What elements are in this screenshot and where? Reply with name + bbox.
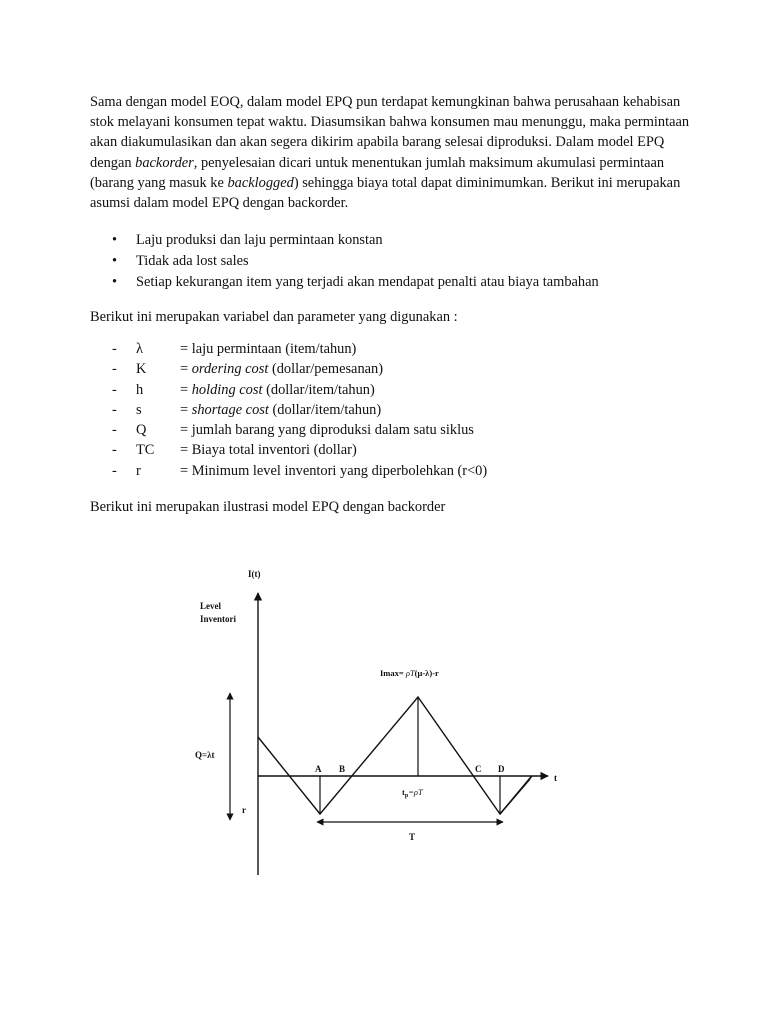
definition-text: = Minimum level inventori yang diperbolehkan (r<0) [180,462,488,479]
assumption-text: Tidak ada lost sales [136,253,249,269]
variable-symbol: TC [136,442,155,459]
definition-text: = Biaya total inventori (dollar) [180,442,357,459]
bullet-icon: • [112,274,118,290]
dash-marker: - [112,422,117,439]
point-a-label: A [315,764,322,774]
assumption-text: Setiap kekurangan item yang terjadi akan mendapat penalti atau biaya tambahan [136,274,599,290]
variable-row [90,440,690,460]
illustration-intro: Berikut ini merupakan ilustrasi model EPQ dengan backorder [90,499,446,515]
tp-base: t [402,787,405,797]
y-axis-label: I(t) [248,569,261,579]
dash-marker: - [112,401,117,418]
variable-row [90,339,690,359]
intro-paragraph [90,92,690,213]
backorder-term: backorder [135,154,194,171]
variable-symbol: h [136,381,144,398]
intro-text-before: Sama dengan model EOQ, dalam model EPQ pun terdapat kemungkinan bahwa perusahaan kehabisan stok melayani konsumen tepat waktu. Diasumsikan bahwa konsumen mau menunggu, maka permintaan akan diakumulasikan dan akan segera dikirim apabila barang selesai diproduksi. Dalam model EPQ dengan [90,94,690,171]
tp-label [402,787,424,799]
variable-definition [180,420,474,440]
dash-marker: - [112,381,117,398]
level-label: Level [200,601,221,611]
period-label: T [409,832,416,842]
inventori-label: Inventori [200,614,236,624]
variable-symbol: s [136,401,142,418]
dash-marker: - [112,462,117,479]
bullet-icon: • [112,232,118,248]
bullet-icon: • [112,253,118,269]
variable-symbol: K [136,361,147,378]
variable-row [90,359,690,379]
definition-unit: (dollar/pemesanan) [268,361,384,378]
t-axis-label: t [554,773,557,783]
variable-definition [180,461,487,481]
imax-prefix: Imax= [380,668,406,678]
definition-unit: (dollar/item/tahun) [262,381,375,398]
definition-text: = laju permintaan (item/tahun) [180,341,357,357]
variable-row [90,420,690,440]
dash-marker: - [112,442,117,459]
inventory-level-curve [258,697,532,814]
variable-definition [180,339,356,359]
variable-definition [180,380,375,400]
variable-row [90,380,690,400]
definition-italic: shortage cost [191,401,269,418]
variable-definition [180,440,357,460]
variable-symbol: Q [136,422,147,439]
intro-text-middle: , penyelesaian dicari untuk menentukan jumlah maksimum akumulasi permintaan (barang yang masuk ke [90,154,665,191]
variables-list [90,339,690,481]
definition-text: = jumlah barang yang diproduksi dalam satu siklus [180,422,474,439]
point-d-label: D [498,764,505,774]
assumption-text: Laju produksi dan laju permintaan konstan [136,232,383,248]
variable-row [90,400,690,420]
dash-marker: - [112,341,117,357]
q-label: Q=λt [195,750,215,760]
imax-rho-t: ρT [405,668,415,678]
point-b-label: B [339,764,346,774]
imax-label [380,668,439,678]
definition-italic: holding cost [191,381,263,398]
assumptions-list [90,230,690,293]
variable-symbol: λ [136,341,143,357]
intro-text-after: ) sehingga biaya total dapat diminimumkan. Berikut ini merupakan asumsi dalam model EPQ dengan backorder. [90,174,681,212]
r-label: r [242,805,246,815]
backlogged-term: backlogged [227,174,294,191]
definition-text: = [180,401,192,418]
variable-definition [180,359,383,379]
dash-marker: - [112,361,117,378]
epq-backorder-diagram [180,555,580,900]
imax-suffix: (μ-λ)-r [414,668,439,678]
tp-equation: =ρT [408,787,423,797]
list-item [90,230,690,251]
tp-subscript: p [404,793,409,799]
definition-unit: (dollar/item/tahun) [268,401,382,418]
variable-definition [180,400,381,420]
definition-text: = [180,361,192,378]
definition-italic: ordering cost [191,361,269,378]
definition-text: = [180,381,192,398]
variables-intro: Berikut ini merupakan variabel dan parameter yang digunakan : [90,309,458,325]
trailing-segment [500,779,530,814]
variable-row [90,461,690,481]
list-item [90,272,690,293]
point-c-label: C [475,764,482,774]
variable-symbol: r [136,462,141,479]
list-item [90,251,690,272]
